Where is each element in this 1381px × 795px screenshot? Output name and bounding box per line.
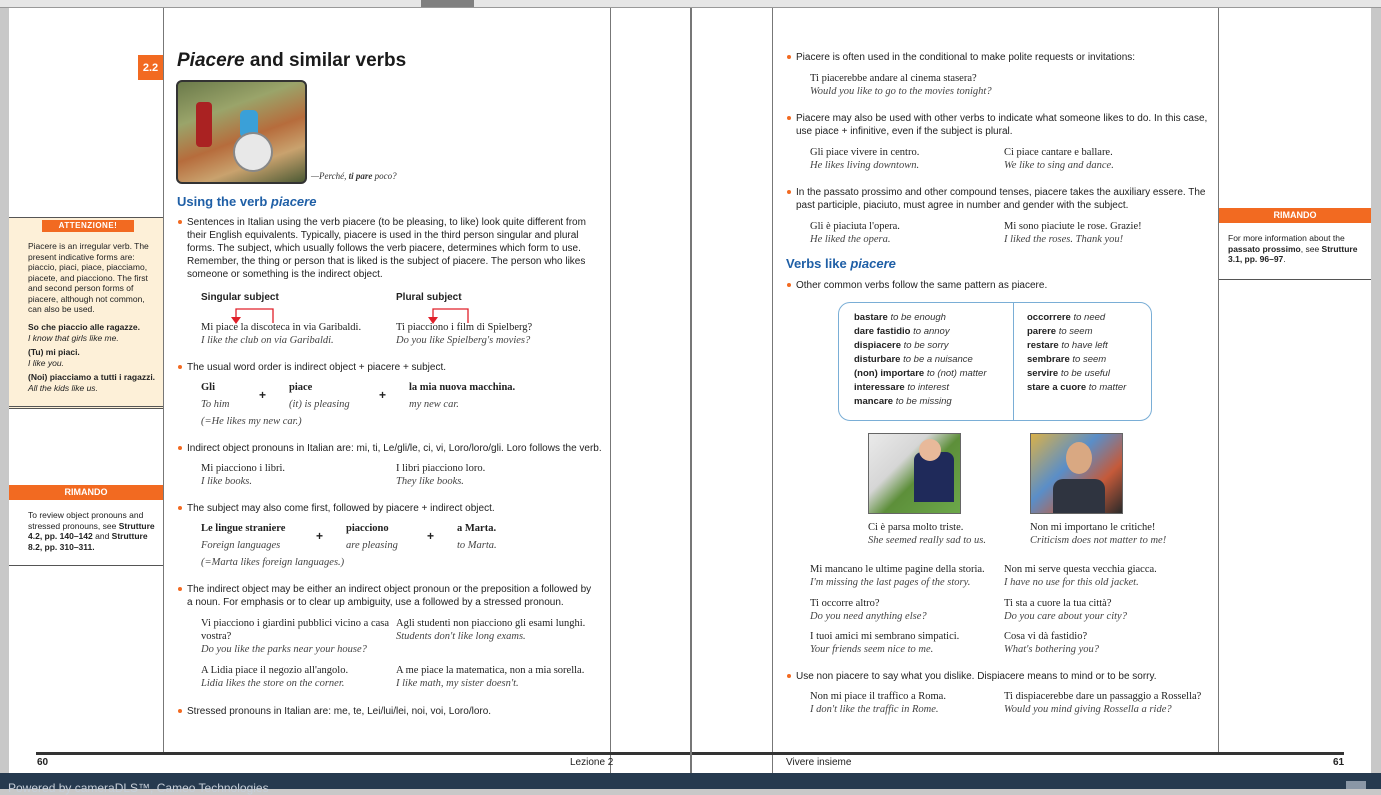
verb-italian: disturbare <box>854 354 901 365</box>
photo-face <box>1066 442 1092 474</box>
example-english: Criticism does not matter to me! <box>1030 535 1167 546</box>
subheading-verbs-like-piacere <box>786 256 896 271</box>
bullet-indirect-pronouns <box>187 442 607 455</box>
subheading-prefix: Verbs like <box>786 256 851 271</box>
attenzione-example-1 <box>28 322 160 343</box>
verbs-left-column <box>854 311 987 409</box>
example-english: He liked the opera. <box>810 234 891 245</box>
bullet-text: Other common verbs follow the same pattern as piacere. <box>796 280 1048 291</box>
photo-sad-girl <box>868 433 961 514</box>
col-english: to Marta. <box>457 540 497 551</box>
verb-english: to have left <box>1061 340 1108 351</box>
example-italian: Ti occorre altro? <box>810 598 880 609</box>
right-scrollbar[interactable] <box>1371 8 1381 773</box>
bullet-text: Piacere is often used in the conditional to make polite requests or invitations: <box>796 52 1136 63</box>
verb-english: to be sorry <box>903 340 949 351</box>
verbs-table-divider <box>1013 302 1014 421</box>
example-italian: Ci è parsa molto triste. <box>868 522 964 533</box>
title-rest: and similar verbs <box>244 50 407 71</box>
verb-entry <box>1027 325 1126 339</box>
col-english: (it) is pleasing <box>289 399 350 410</box>
verb-entry <box>1027 353 1126 367</box>
rimando-link[interactable]: Strutture 3.1, pp. 96–97 <box>1228 243 1358 264</box>
right-inner-line <box>772 8 773 773</box>
example-english: Your friends seem nice to me. <box>810 644 934 655</box>
verb-english: to be useful <box>1060 368 1110 379</box>
plural-example <box>396 321 532 347</box>
bullet-sentences <box>187 216 592 281</box>
col-italian: piace <box>289 382 313 393</box>
example-english: Do you care about your city? <box>1004 611 1127 622</box>
bullet-dot <box>787 190 791 194</box>
example-english: Do you need anything else? <box>810 611 927 622</box>
rimando-body-right <box>1228 233 1366 265</box>
verb-english: to be enough <box>890 312 946 323</box>
caption-prefix: —Perché, <box>311 171 349 181</box>
example-english: She seemed really sad to us. <box>868 535 987 546</box>
bullet-other-verbs <box>796 279 1206 292</box>
rimando-text: To review object pronouns and stressed pronouns, see <box>28 510 144 531</box>
bullet-dot <box>787 283 791 287</box>
example-italian: A Lidia piace il negozio all'angolo. <box>201 665 349 676</box>
running-head-left: Lezione 2 <box>570 757 614 768</box>
scrollbar-thumb[interactable] <box>421 0 474 7</box>
col-italian: Gli <box>201 382 216 393</box>
example-a-me <box>396 664 584 690</box>
example-italian: Agli studenti non piacciono gli esami lunghi. <box>396 618 586 629</box>
left-margin-line <box>163 8 164 752</box>
word-order-gloss <box>201 415 302 428</box>
example-english: I know that girls like me. <box>28 332 119 343</box>
verb-entry <box>1027 367 1126 381</box>
col-english: are pleasing <box>346 540 398 551</box>
subject-first-col1 <box>201 522 285 552</box>
bullet-non-piacere <box>796 670 1211 683</box>
word-order-col2 <box>289 381 350 411</box>
subheading-prefix: Using the verb <box>177 194 271 209</box>
rimando-text: For more information about the <box>1228 233 1345 243</box>
subheading-italic: piacere <box>850 256 896 271</box>
attenzione-example-2 <box>28 347 160 368</box>
example-italian: Ti dispiacerebbe dare un passaggio a Rossella? <box>1004 691 1202 702</box>
viewer-top-scrollbar[interactable] <box>0 0 1381 8</box>
verb-italian: (non) importare <box>854 368 925 379</box>
example-english: I have no use for this old jacket. <box>1004 577 1139 588</box>
example-italian: So che piaccio alle ragazze. <box>28 322 140 332</box>
example-italian: A me piace la matematica, non a mia sorella. <box>396 665 585 676</box>
verb-entry <box>1027 311 1126 325</box>
example-english: Do you like the parks near your house? <box>201 644 367 655</box>
col-italian: Le lingue straniere <box>201 523 286 534</box>
word-order-col1 <box>201 381 230 411</box>
verb-english: to need <box>1073 312 1106 323</box>
rimando-header-right: RIMANDO <box>1219 208 1371 223</box>
bullet-word-order <box>187 361 592 374</box>
example-italian: Ti sta a cuore la tua città? <box>1004 598 1112 609</box>
bullet-text: The indirect object may be either an indirect object pronoun or the preposition a followed by a noun. For emphasis or to clear up ambiguity, use a followed by a stressed pronoun. <box>187 584 592 608</box>
example-pronouns-left <box>201 462 285 488</box>
photo-face <box>919 439 941 461</box>
verbs-right-column <box>1027 311 1126 395</box>
bullet-text: The subject may also come first, followed by piacere + indirect object. <box>187 503 495 514</box>
verb-italian: sembrare <box>1027 354 1070 365</box>
example-pronouns-right <box>396 462 485 488</box>
attenzione-body: Piacere is an irregular verb. The present indicative forms are: piaccio, piaci, piace, piacciamo, piacete, and piacciono. The first and second person forms of piacere, although not common, can also be used. <box>28 241 149 314</box>
photo-figure-boy <box>196 102 212 147</box>
rimando-header-left: RIMANDO <box>9 485 163 500</box>
example-italian: Non mi piace il traffico a Roma. <box>810 691 946 702</box>
bullet-stressed-pronouns <box>187 705 597 718</box>
example-passato-left <box>810 220 900 246</box>
singular-subject-label: Singular subject <box>201 292 279 303</box>
example-infinitive-left <box>810 146 919 172</box>
example-non-piace <box>810 690 946 716</box>
example-vi-piacciono <box>201 617 391 656</box>
example-italian: Mi mancano le ultime pagine della storia. <box>810 564 985 575</box>
bullet-subject-first <box>187 502 592 515</box>
example-italian: I tuoi amici mi sembrano simpatici. <box>810 631 960 642</box>
left-gutter <box>0 8 9 773</box>
verb-entry <box>1027 381 1126 395</box>
col-english: Foreign languages <box>201 540 281 551</box>
section-number-badge: 2.2 <box>138 55 163 80</box>
verb-entry <box>854 367 987 381</box>
right-margin-line <box>1218 8 1219 752</box>
verb-english: to interest <box>907 382 950 393</box>
subject-first-col3 <box>457 522 497 552</box>
verb-italian: servire <box>1027 368 1059 379</box>
example-english: I like books. <box>201 476 253 487</box>
rimando-body-left <box>28 510 158 552</box>
verb-entry <box>854 311 987 325</box>
title-italic: Piacere <box>177 50 245 71</box>
verb-entry <box>854 395 987 409</box>
photo-figure-man <box>1053 479 1105 513</box>
verb-english: to annoy <box>913 326 950 337</box>
example-english: I don't like the traffic in Rome. <box>810 704 939 715</box>
col-english: To him <box>201 399 230 410</box>
verb-italian: occorrere <box>1027 312 1071 323</box>
verb-english: to seem <box>1072 354 1107 365</box>
col-italian: la mia nuova macchina. <box>409 382 516 393</box>
bullet-dot <box>178 506 182 510</box>
example-english: I like you. <box>28 357 64 368</box>
example-italian: Cosa vi dà fastidio? <box>1004 631 1088 642</box>
bullet-infinitive <box>796 112 1211 138</box>
example-english: What's bothering you? <box>1004 644 1099 655</box>
bullet-text: Indirect object pronouns in Italian are: mi, ti, Le/gli/le, ci, vi, Loro/loro/gli. Loro follows the verb. <box>187 443 602 454</box>
example-italian: Vi piacciono i giardini pubblici vicino a casa vostra? <box>201 618 390 642</box>
example-english: They like books. <box>396 476 464 487</box>
bullet-dot <box>178 446 182 450</box>
plural-subject-label: Plural subject <box>396 292 462 303</box>
example-italian: Non mi importano le critiche! <box>1030 522 1156 533</box>
example-italian: Ti piacciono i film di Spielberg? <box>396 322 533 333</box>
book-icon[interactable] <box>1346 781 1366 789</box>
example-english: I like math, my sister doesn't. <box>396 678 519 689</box>
verb-entry <box>1027 339 1126 353</box>
verb-entry <box>854 325 987 339</box>
verb-english: to be missing <box>895 396 952 407</box>
verb-entry <box>854 381 987 395</box>
example-italian: I libri piacciono loro. <box>396 463 486 474</box>
powered-by-text: Powered by cameraDLS™, Cameo Technologies <box>8 781 269 795</box>
example-sta-a-cuore <box>1004 597 1127 623</box>
bullet-text: The usual word order is indirect object + piacere + subject. <box>187 362 447 373</box>
example-serve <box>1004 563 1157 589</box>
subject-first-gloss <box>201 556 344 569</box>
verb-italian: mancare <box>854 396 894 407</box>
singular-example <box>201 321 361 347</box>
verb-italian: interessare <box>854 382 905 393</box>
verb-english: to be a nuisance <box>903 354 973 365</box>
rimando-link[interactable]: Strutture 4.2, pp. 140–142 <box>28 520 155 541</box>
example-english: Would you mind giving Rossella a ride? <box>1004 704 1172 715</box>
example-italian: Gli piace vivere in centro. <box>810 147 920 158</box>
example-infinitive-right <box>1004 146 1114 172</box>
example-english: Would you like to go to the movies tonight? <box>810 86 992 97</box>
bullet-dot <box>787 116 791 120</box>
example-conditional <box>810 72 992 98</box>
plus-sign: + <box>259 388 267 402</box>
example-italian: Gli è piaciuta l'opera. <box>810 221 900 232</box>
photo-kids-park <box>176 80 307 184</box>
verb-english: to (not) matter <box>926 368 987 379</box>
plus-sign: + <box>427 529 435 543</box>
verb-italian: dare fastidio <box>854 326 911 337</box>
subheading-using-piacere <box>177 194 316 209</box>
rimando-link[interactable]: Strutture 8.2, pp. 310–311. <box>28 531 148 552</box>
bullet-text: Piacere may also be used with other verbs to indicate what someone likes to do. In this case, use piace + infinitive, even if the subject is plural. <box>796 113 1208 137</box>
bullet-dot <box>178 220 182 224</box>
example-italian: (Tu) mi piaci. <box>28 347 80 357</box>
gloss-text: (=He likes my new car.) <box>201 416 302 427</box>
example-english: I'm missing the last pages of the story. <box>810 577 971 588</box>
running-head-right: Vivere insieme <box>786 757 852 768</box>
example-italian: Mi sono piaciute le rose. Grazie! <box>1004 221 1142 232</box>
rimando-text: , see <box>1300 243 1322 254</box>
attenzione-example-3 <box>28 372 162 393</box>
plus-sign: + <box>379 388 387 402</box>
example-agli-studenti <box>396 617 586 643</box>
verb-italian: bastare <box>854 312 888 323</box>
example-english: We like to sing and dance. <box>1004 160 1114 171</box>
word-order-col3 <box>409 381 515 411</box>
example-english: Do you like Spielberg's movies? <box>396 335 531 346</box>
verb-italian: restare <box>1027 340 1059 351</box>
rimando-right-bottom-rule <box>1219 279 1371 280</box>
photo1-caption <box>868 521 986 547</box>
verb-english: to matter <box>1088 382 1127 393</box>
example-italian: Ci piace cantare e ballare. <box>1004 147 1113 158</box>
book-spine <box>690 8 692 773</box>
example-da-fastidio <box>1004 630 1099 656</box>
photo2-caption <box>1030 521 1166 547</box>
photo-caption <box>311 171 397 181</box>
footer-rule-left <box>36 752 690 755</box>
subheading-italic: piacere <box>270 194 317 209</box>
bullet-conditional <box>796 51 1206 64</box>
bullet-dot <box>787 55 791 59</box>
gloss-text: (=Marta likes foreign languages.) <box>201 557 345 568</box>
bullet-text: In the passato prossimo and other compound tenses, piacere takes the auxiliary essere. The past participle, piaciuto, must agree in number and gender with the subject. <box>796 187 1206 211</box>
example-italian: Mi piace la discoteca in via Garibaldi. <box>201 322 362 333</box>
verb-italian: stare a cuore <box>1027 382 1087 393</box>
example-occorre <box>810 597 927 623</box>
subject-first-col2 <box>346 522 398 552</box>
page-number-right: 61 <box>1333 757 1345 768</box>
plus-sign: + <box>316 529 324 543</box>
bullet-dot <box>178 365 182 369</box>
wheelchair-icon <box>233 132 273 172</box>
bullet-preposition-a <box>187 583 597 609</box>
example-sembrano <box>810 630 959 656</box>
verb-entry <box>854 353 987 367</box>
attenzione-header: ATTENZIONE! <box>42 220 134 232</box>
rimando-bottom-rule <box>9 565 163 566</box>
example-english: All the kids like us. <box>28 382 98 393</box>
caption-suffix: poco? <box>372 171 397 181</box>
bullet-text: Stressed pronouns in Italian are: me, te, Lei/lui/lei, noi, voi, Loro/loro. <box>187 706 492 717</box>
example-dispiacerebbe <box>1004 690 1201 716</box>
left-outer-line <box>610 8 611 773</box>
bullet-passato-prossimo <box>796 186 1211 212</box>
example-italian: (Noi) piacciamo a tutti i ragazzi. <box>28 372 156 382</box>
example-italian: Ti piacerebbe andare al cinema stasera? <box>810 73 977 84</box>
col-italian: piacciono <box>346 523 389 534</box>
page-title <box>177 50 406 72</box>
rimando-term: passato prossimo <box>1228 243 1301 254</box>
example-italian: Mi piacciono i libri. <box>201 463 285 474</box>
page-number-left: 60 <box>37 757 49 768</box>
bullet-dot <box>178 709 182 713</box>
verb-entry <box>854 339 987 353</box>
bullet-dot <box>178 587 182 591</box>
footer-rule-right <box>692 752 1344 755</box>
example-english: Lidia likes the store on the corner. <box>201 678 345 689</box>
example-english: Students don't like long exams. <box>396 631 526 642</box>
col-english: my new car. <box>409 399 459 410</box>
col-italian: a Marta. <box>457 523 497 534</box>
bullet-dot <box>787 674 791 678</box>
rimando-text: . <box>1283 254 1286 264</box>
rimando-text: and <box>92 531 112 541</box>
photo-man-gesturing <box>1030 433 1123 514</box>
example-english: He likes living downtown. <box>810 160 920 171</box>
verb-italian: parere <box>1027 326 1057 337</box>
example-english: I liked the roses. Thank you! <box>1004 234 1124 245</box>
verb-italian: dispiacere <box>854 340 901 351</box>
example-a-lidia <box>201 664 348 690</box>
example-passato-right <box>1004 220 1142 246</box>
example-mancano <box>810 563 985 589</box>
caption-bold: ti pare <box>348 171 373 181</box>
bullet-text: Sentences in Italian using the verb piacere (to be pleasing, to like) look quite different from their English equivalents. Typically, piacere is used in the third person singular and plural forms. The subject, which usually follows the verb piacere, determines which form to use. Remember, the thing or person that is liked is the subject of piacere. The person who likes someone or something is the indirect object. <box>187 217 586 280</box>
attenzione-bottom-rule <box>9 406 163 407</box>
example-italian: Non mi serve questa vecchia giacca. <box>1004 564 1157 575</box>
bullet-text: Use non piacere to say what you dislike. Dispiacere means to mind or to be sorry. <box>796 671 1157 682</box>
example-english: I like the club on via Garibaldi. <box>201 335 334 346</box>
verb-english: to seem <box>1058 326 1093 337</box>
